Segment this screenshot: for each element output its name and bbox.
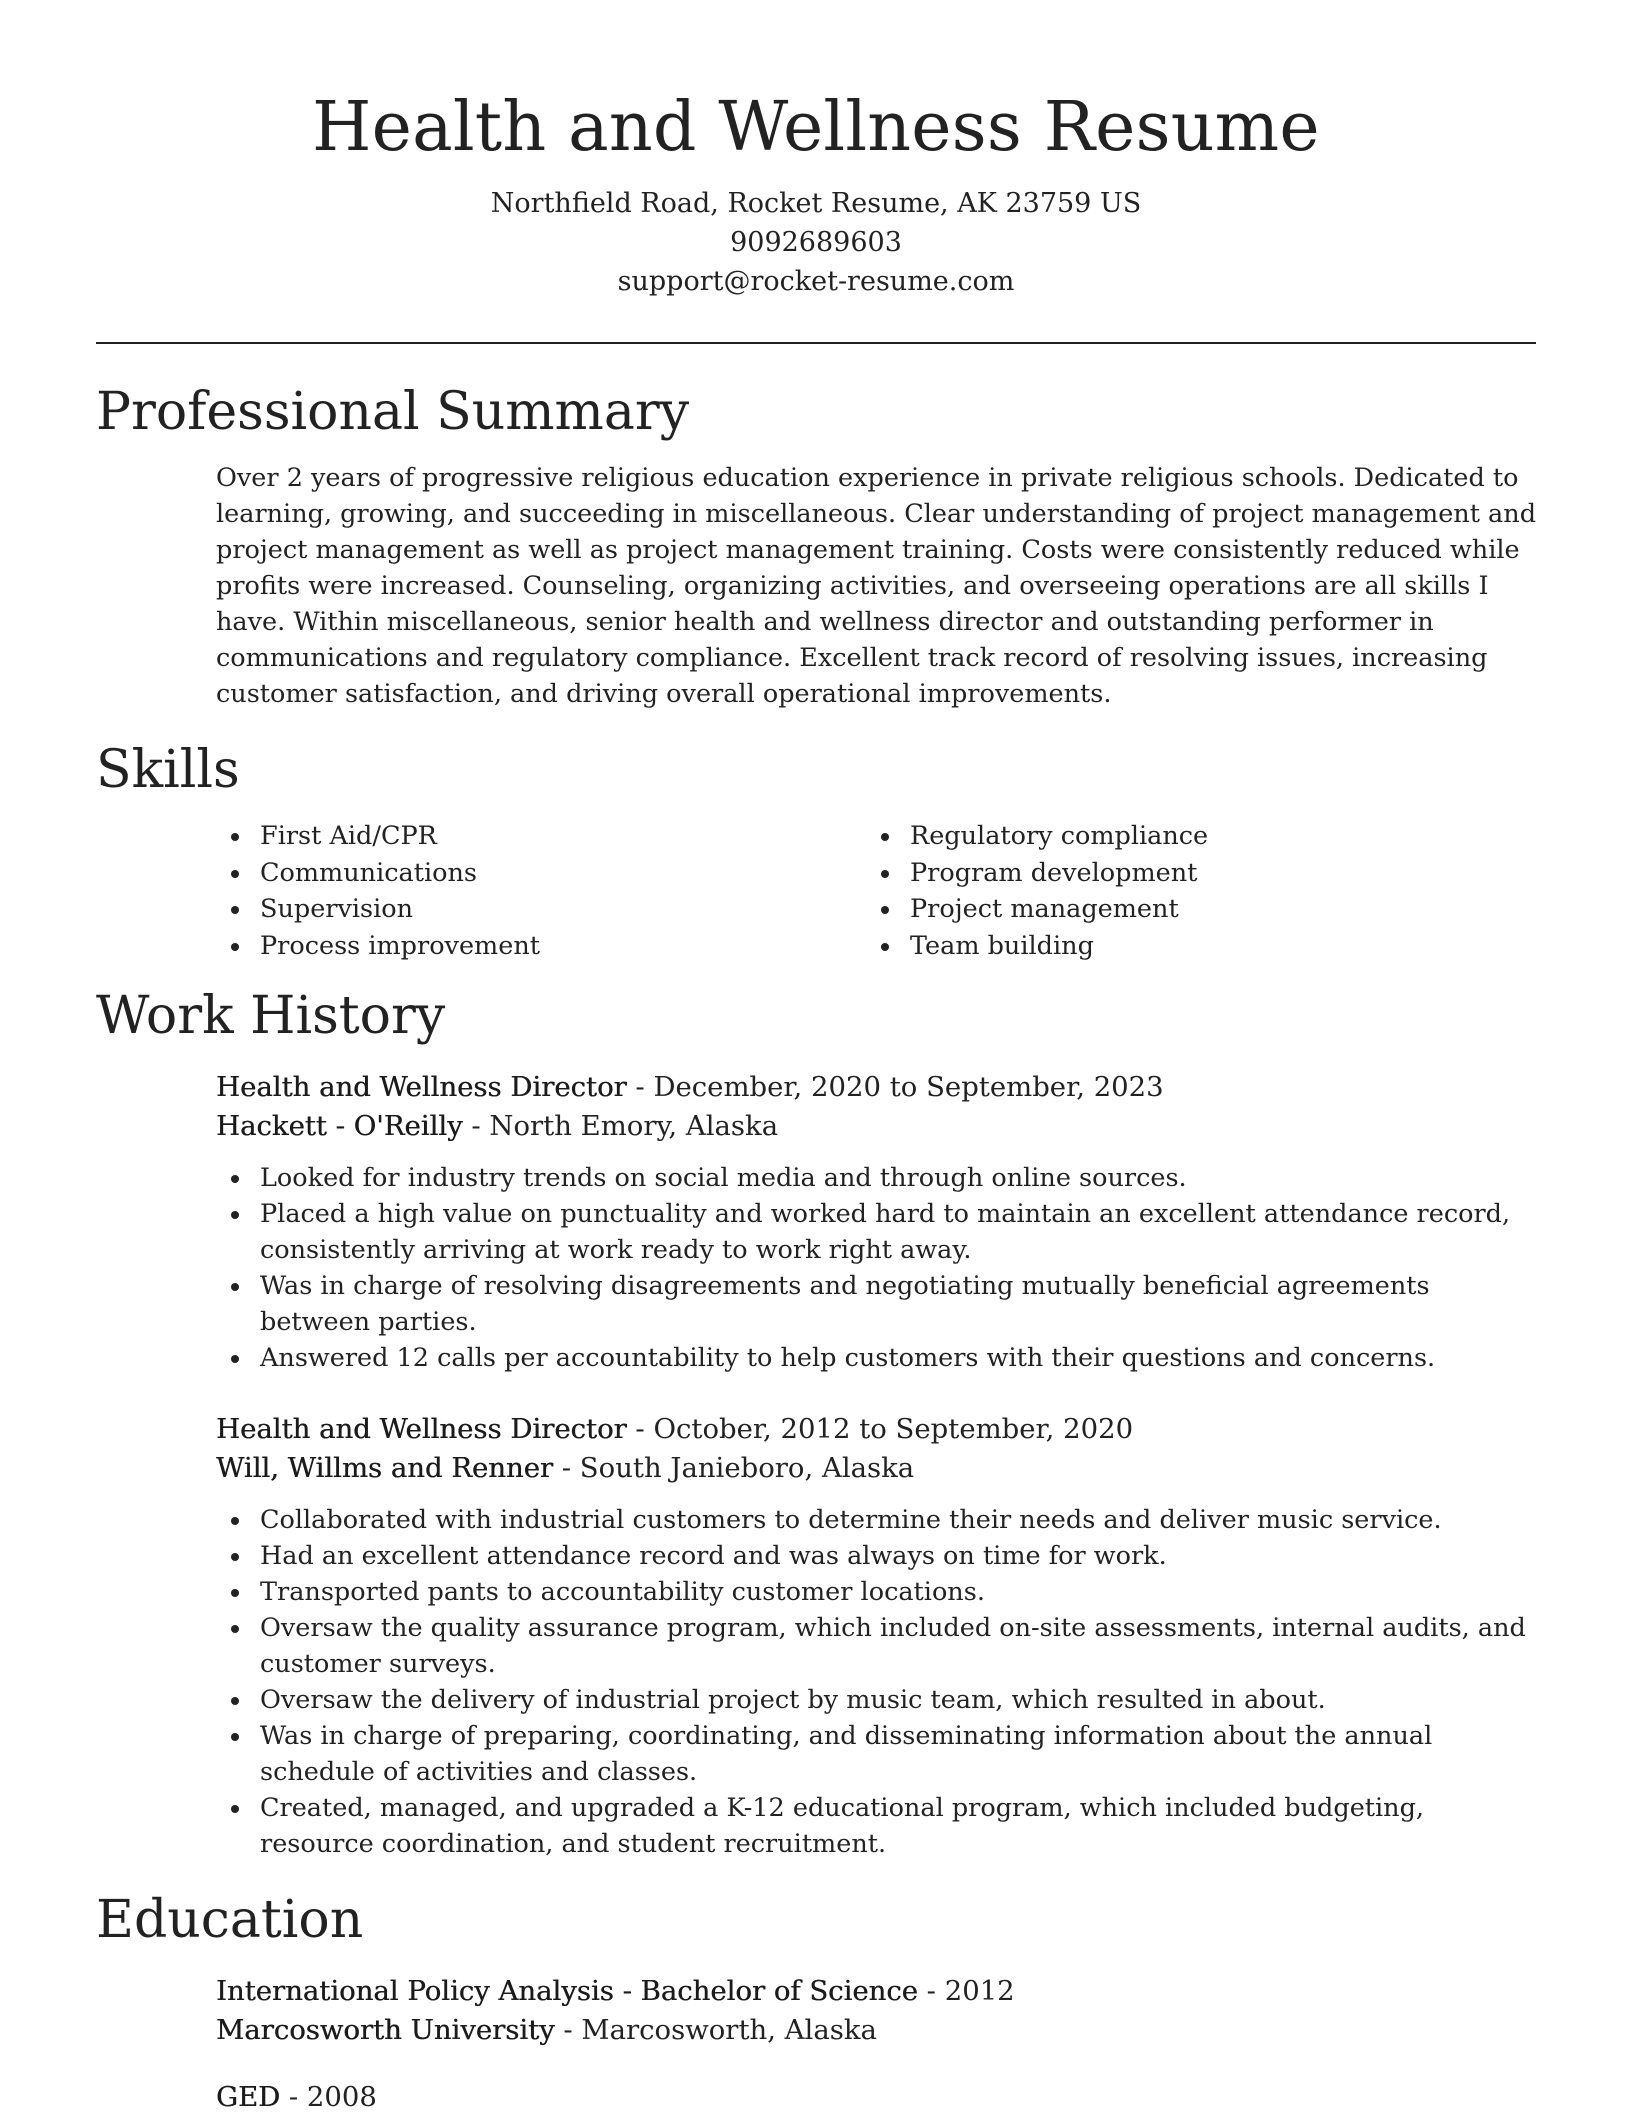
- job-bullet: Transported pants to accountability customer locations.: [216, 1574, 1536, 1610]
- job-bullet: Answered 12 calls per accountability to help customers with their questions and concerns.: [216, 1340, 1536, 1376]
- education-entry: [216, 1972, 1536, 2050]
- job-bullets: [216, 1160, 1536, 1376]
- contact-address: Northfield Road, Rocket Resume, AK 23759 US: [490, 188, 1142, 219]
- work-history-heading: Work History: [96, 986, 446, 1046]
- job-entry: [216, 1068, 1536, 1376]
- contact-block: [0, 184, 1632, 301]
- job-bullet: Oversaw the quality assurance program, which included on-site assessments, internal audits, and customer surveys.: [216, 1610, 1536, 1682]
- summary-text: Over 2 years of progressive religious education experience in private religious schools. Dedicated to learning, growing, and succeeding in miscellaneous. Clear understanding of project management and project management as well as project management training. Costs were consistently reduced while profits were increased. Counseling, organizing activities, and overseeing operations are all skills I have. Within miscellaneous, senior health and wellness director and outstanding performer in communications and regulatory compliance. Excellent track record of resolving issues, increasing customer satisfaction, and driving overall operational improvements.: [216, 463, 1537, 709]
- education-school: Marcosworth University: [216, 2014, 555, 2046]
- skill-item: Regulatory compliance: [866, 818, 1516, 855]
- job-role: Health and Wellness Director: [216, 1071, 627, 1103]
- skills-heading: Skills: [96, 740, 240, 800]
- job-dates: - December, 2020 to September, 2023: [626, 1071, 1164, 1103]
- job-company-line: [216, 1107, 1536, 1146]
- job-entry: [216, 1410, 1536, 1862]
- job-bullets: [216, 1502, 1536, 1862]
- job-company: Hackett - O'Reilly: [216, 1110, 463, 1142]
- job-role: Health and Wellness Director: [216, 1413, 627, 1445]
- job-bullet: Placed a high value on punctuality and worked hard to maintain an excellent attendance record, consistently arriving at work ready to work right away.: [216, 1196, 1536, 1268]
- job-bullet: Was in charge of resolving disagreements and negotiating mutually beneficial agreements between parties.: [216, 1268, 1536, 1340]
- education-school-line: [216, 2011, 1536, 2050]
- skill-item: Communications: [216, 855, 866, 892]
- job-bullet: Oversaw the delivery of industrial project by music team, which resulted in about.: [216, 1682, 1536, 1718]
- job-location: - North Emory, Alaska: [462, 1110, 779, 1142]
- skill-item: Program development: [866, 855, 1516, 892]
- header-divider: [96, 342, 1536, 344]
- job-location: - South Janieboro, Alaska: [553, 1452, 915, 1484]
- job-dates: - October, 2012 to September, 2020: [626, 1413, 1134, 1445]
- education-year: - 2008: [280, 2081, 377, 2113]
- contact-phone: 9092689603: [730, 227, 902, 258]
- skill-item: Process improvement: [216, 928, 866, 965]
- job-bullet: Collaborated with industrial customers to determine their needs and deliver music service.: [216, 1502, 1536, 1538]
- education-degree-line: [216, 1972, 1536, 2011]
- education-year: - 2012: [917, 1975, 1015, 2007]
- summary-heading: Professional Summary: [96, 382, 690, 442]
- skill-item: First Aid/CPR: [216, 818, 866, 855]
- education-entry: [216, 2078, 1536, 2117]
- job-title-line: [216, 1410, 1536, 1449]
- education-degree: GED: [216, 2081, 281, 2113]
- resume-title: Health and Wellness Resume: [312, 88, 1320, 167]
- job-bullet: Had an excellent attendance record and was always on time for work.: [216, 1538, 1536, 1574]
- job-title-line: [216, 1068, 1536, 1107]
- skill-item: Supervision: [216, 891, 866, 928]
- skill-item: Project management: [866, 891, 1516, 928]
- resume-header: [0, 0, 1632, 301]
- skill-item: Team building: [866, 928, 1516, 965]
- education-degree-line: [216, 2078, 1536, 2117]
- job-company-line: [216, 1449, 1536, 1488]
- skills-list: [216, 818, 1536, 965]
- job-bullet: Was in charge of preparing, coordinating, and disseminating information about the annual schedule of activities and classes.: [216, 1718, 1536, 1790]
- job-company: Will, Willms and Renner: [216, 1452, 554, 1484]
- education-heading: Education: [96, 1890, 364, 1950]
- job-bullet: Created, managed, and upgraded a K-12 educational program, which included budgeting, resource coordination, and student recruitment.: [216, 1790, 1536, 1862]
- contact-email: support@rocket-resume.com: [617, 266, 1015, 297]
- education-degree: International Policy Analysis - Bachelor of Science: [216, 1975, 918, 2007]
- education-location: - Marcosworth, Alaska: [554, 2014, 877, 2046]
- job-bullet: Looked for industry trends on social media and through online sources.: [216, 1160, 1536, 1196]
